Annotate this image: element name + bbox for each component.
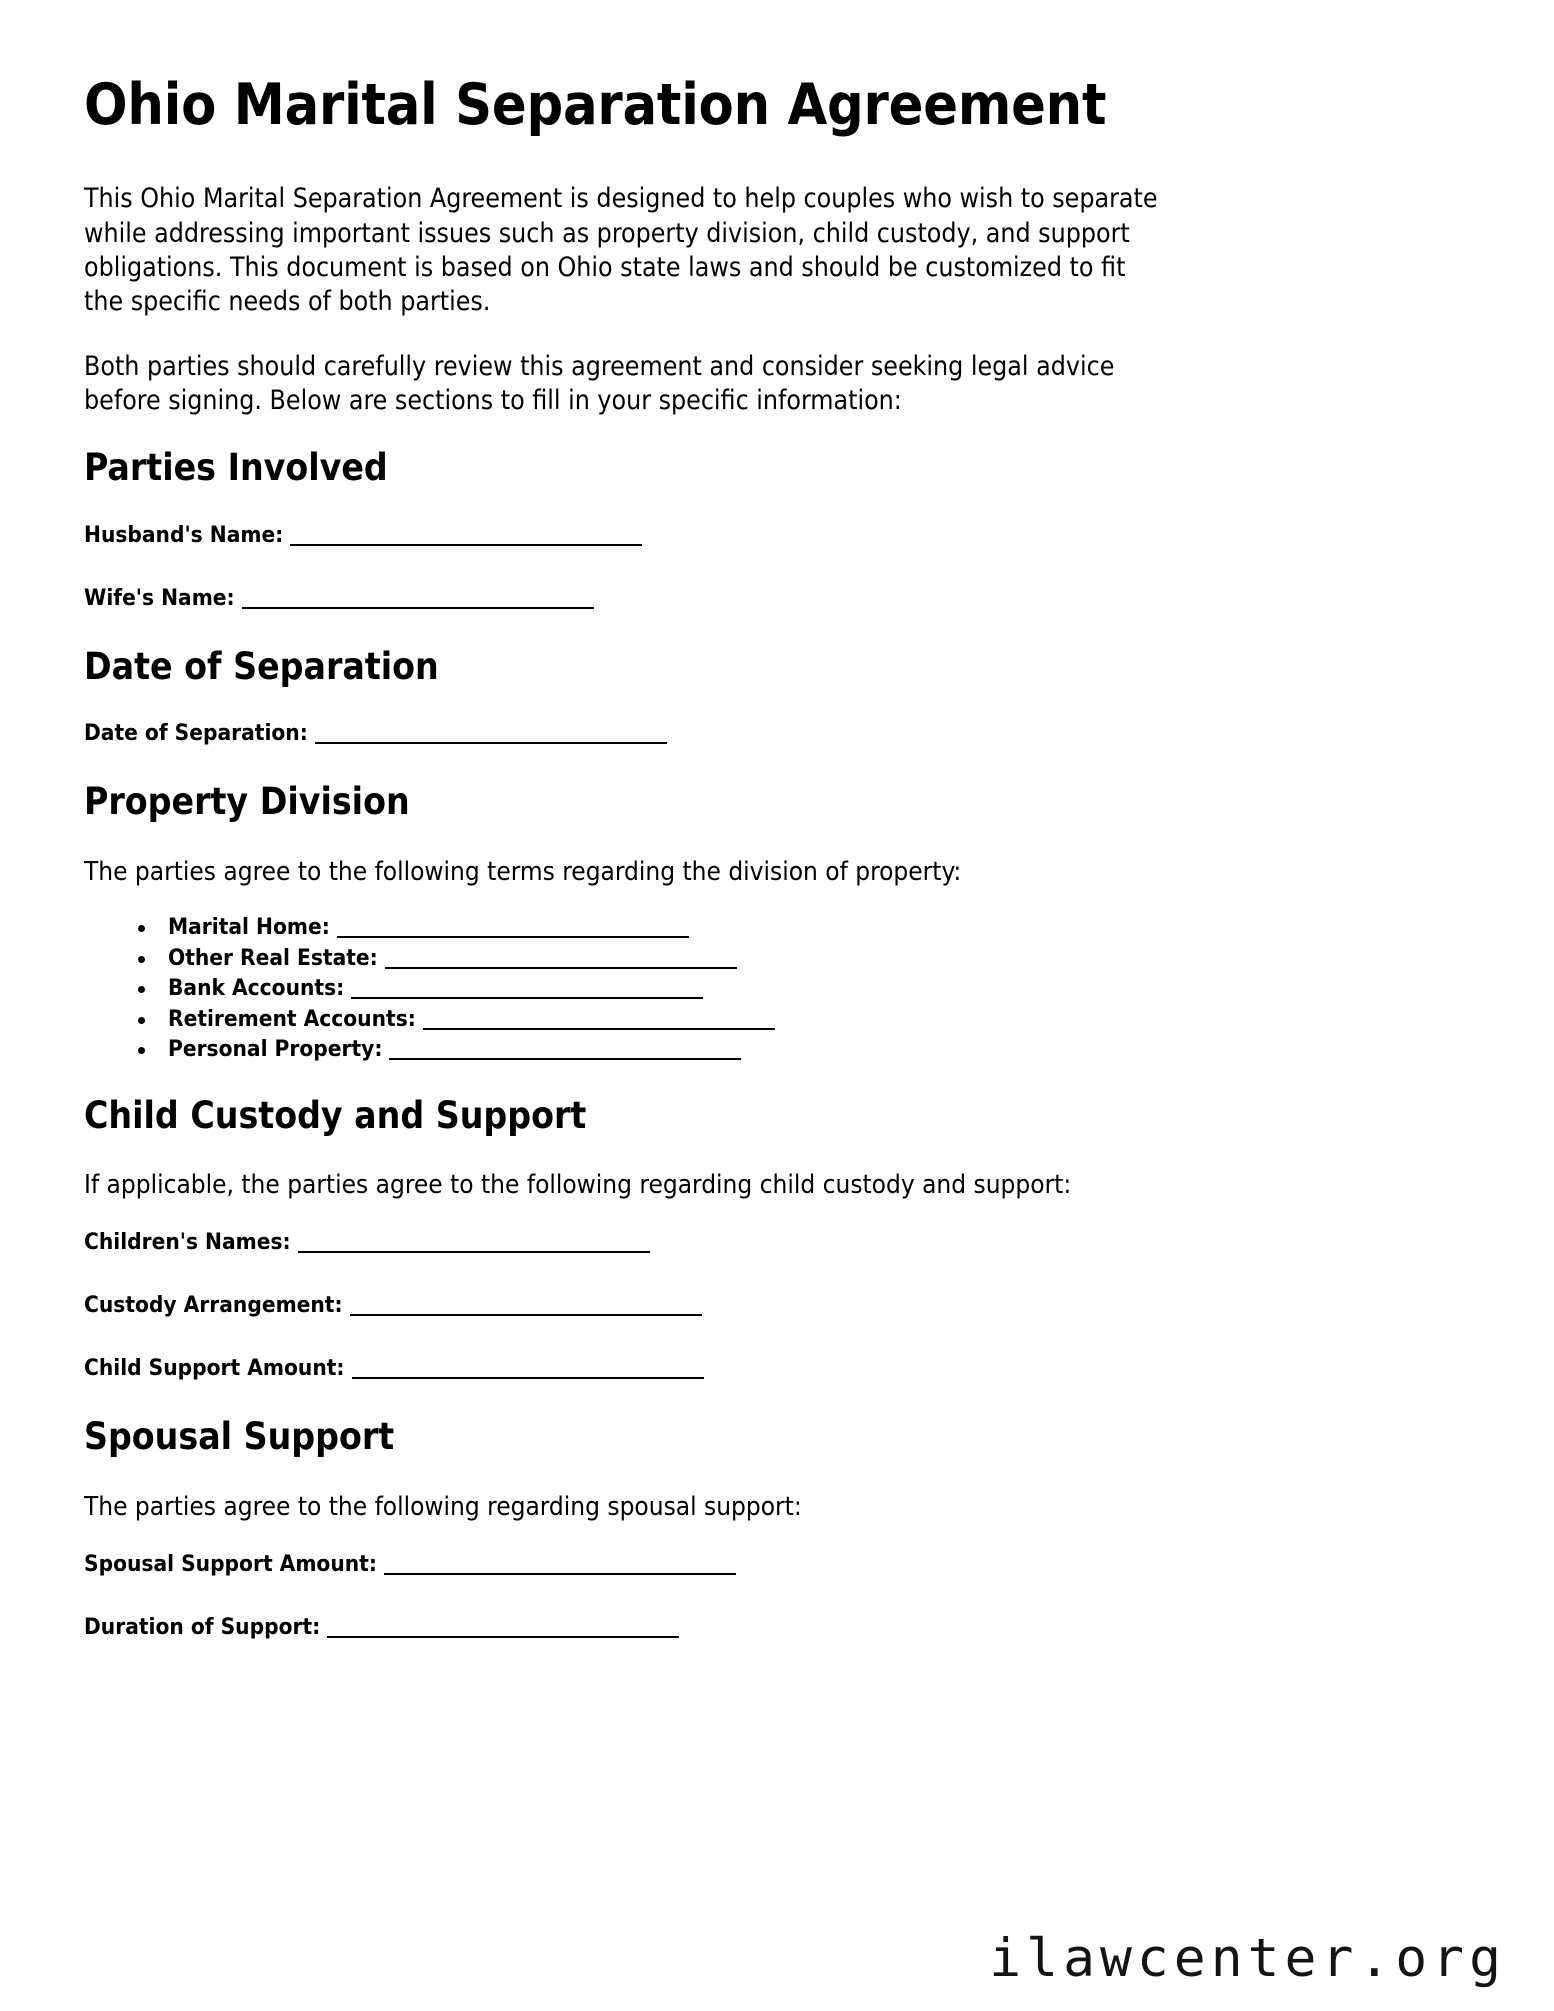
field-label-date-of-separation: Date of Separation:	[84, 720, 308, 747]
field-fill-date-of-separation[interactable]	[315, 728, 667, 744]
property-division-list	[84, 916, 1480, 1061]
field-duration-of-support	[84, 1614, 1480, 1641]
bullet-dot-icon	[138, 986, 145, 993]
bullet-dot-icon	[138, 925, 145, 932]
field-childrens-names	[84, 1229, 1480, 1256]
field-fill-other-real-estate[interactable]	[385, 953, 737, 969]
list-item	[132, 1005, 1480, 1032]
list-item-label: Marital Home:	[168, 914, 330, 941]
list-item-label: Bank Accounts:	[168, 975, 345, 1002]
field-fill-husbands-name[interactable]	[290, 530, 642, 546]
list-item	[132, 944, 1480, 971]
spousal-support-intro: The parties agree to the following regarding spousal support:	[84, 1492, 802, 1523]
list-item	[132, 916, 1480, 939]
bullet-dot-icon	[138, 956, 145, 963]
field-fill-bank-accounts[interactable]	[351, 983, 703, 999]
field-label-custody-arrangement: Custody Arrangement:	[84, 1292, 343, 1319]
section-heading-date-of-separation: Date of Separation	[84, 644, 439, 688]
intro-paragraph-2: Both parties should carefully review this agreement and consider seeking legal advice before signing. Below are sections to fill in your specific information:	[84, 350, 1115, 417]
child-custody-intro: If applicable, the parties agree to the following regarding child custody and support:	[84, 1170, 1072, 1201]
field-fill-custody-arrangement[interactable]	[350, 1300, 702, 1316]
section-heading-child-custody-and-support: Child Custody and Support	[84, 1093, 587, 1137]
section-heading-parties-involved: Parties Involved	[84, 445, 388, 489]
field-label-childrens-names: Children's Names:	[84, 1229, 291, 1256]
field-date-of-separation	[84, 720, 1480, 747]
field-spousal-support-amount	[84, 1551, 1480, 1578]
list-item-label: Retirement Accounts:	[168, 1005, 416, 1032]
field-fill-marital-home[interactable]	[337, 922, 689, 938]
field-label-child-support-amount: Child Support Amount:	[84, 1355, 345, 1382]
field-label-duration-of-support: Duration of Support:	[84, 1613, 321, 1640]
list-item-label: Other Real Estate:	[168, 944, 378, 971]
field-fill-duration-of-support[interactable]	[327, 1622, 679, 1638]
list-item	[132, 1038, 1480, 1061]
field-wifes-name	[84, 585, 1480, 612]
field-husbands-name	[84, 522, 1480, 549]
intro-paragraph-1: This Ohio Marital Separation Agreement is designed to help couples who wish to separate while addressing important issues such as property division, child custody, and support obligations. This document is based on Ohio state laws and should be customized to fit the specific needs of both parties.	[84, 183, 1158, 318]
section-heading-spousal-support: Spousal Support	[84, 1415, 395, 1459]
field-fill-wifes-name[interactable]	[242, 593, 594, 609]
bullet-dot-icon	[138, 1017, 145, 1024]
field-fill-personal-property[interactable]	[389, 1044, 741, 1060]
field-label-wifes-name: Wife's Name:	[84, 584, 235, 611]
field-label-spousal-support-amount: Spousal Support Amount:	[84, 1550, 377, 1577]
field-fill-childrens-names[interactable]	[298, 1237, 650, 1253]
site-watermark: ilawcenter.org	[989, 1928, 1506, 1989]
page-title: Ohio Marital Separation Agreement	[84, 72, 1107, 138]
list-item-label: Personal Property:	[168, 1036, 383, 1063]
field-child-support-amount	[84, 1355, 1480, 1382]
field-label-husbands-name: Husband's Name:	[84, 521, 284, 548]
field-fill-child-support-amount[interactable]	[352, 1363, 704, 1379]
field-fill-spousal-support-amount[interactable]	[384, 1559, 736, 1575]
list-item	[132, 977, 1480, 1000]
section-heading-property-division: Property Division	[84, 780, 410, 824]
bullet-dot-icon	[138, 1047, 145, 1054]
field-fill-retirement-accounts[interactable]	[423, 1014, 775, 1030]
field-custody-arrangement	[84, 1292, 1480, 1319]
property-division-intro: The parties agree to the following terms regarding the division of property:	[84, 857, 962, 888]
